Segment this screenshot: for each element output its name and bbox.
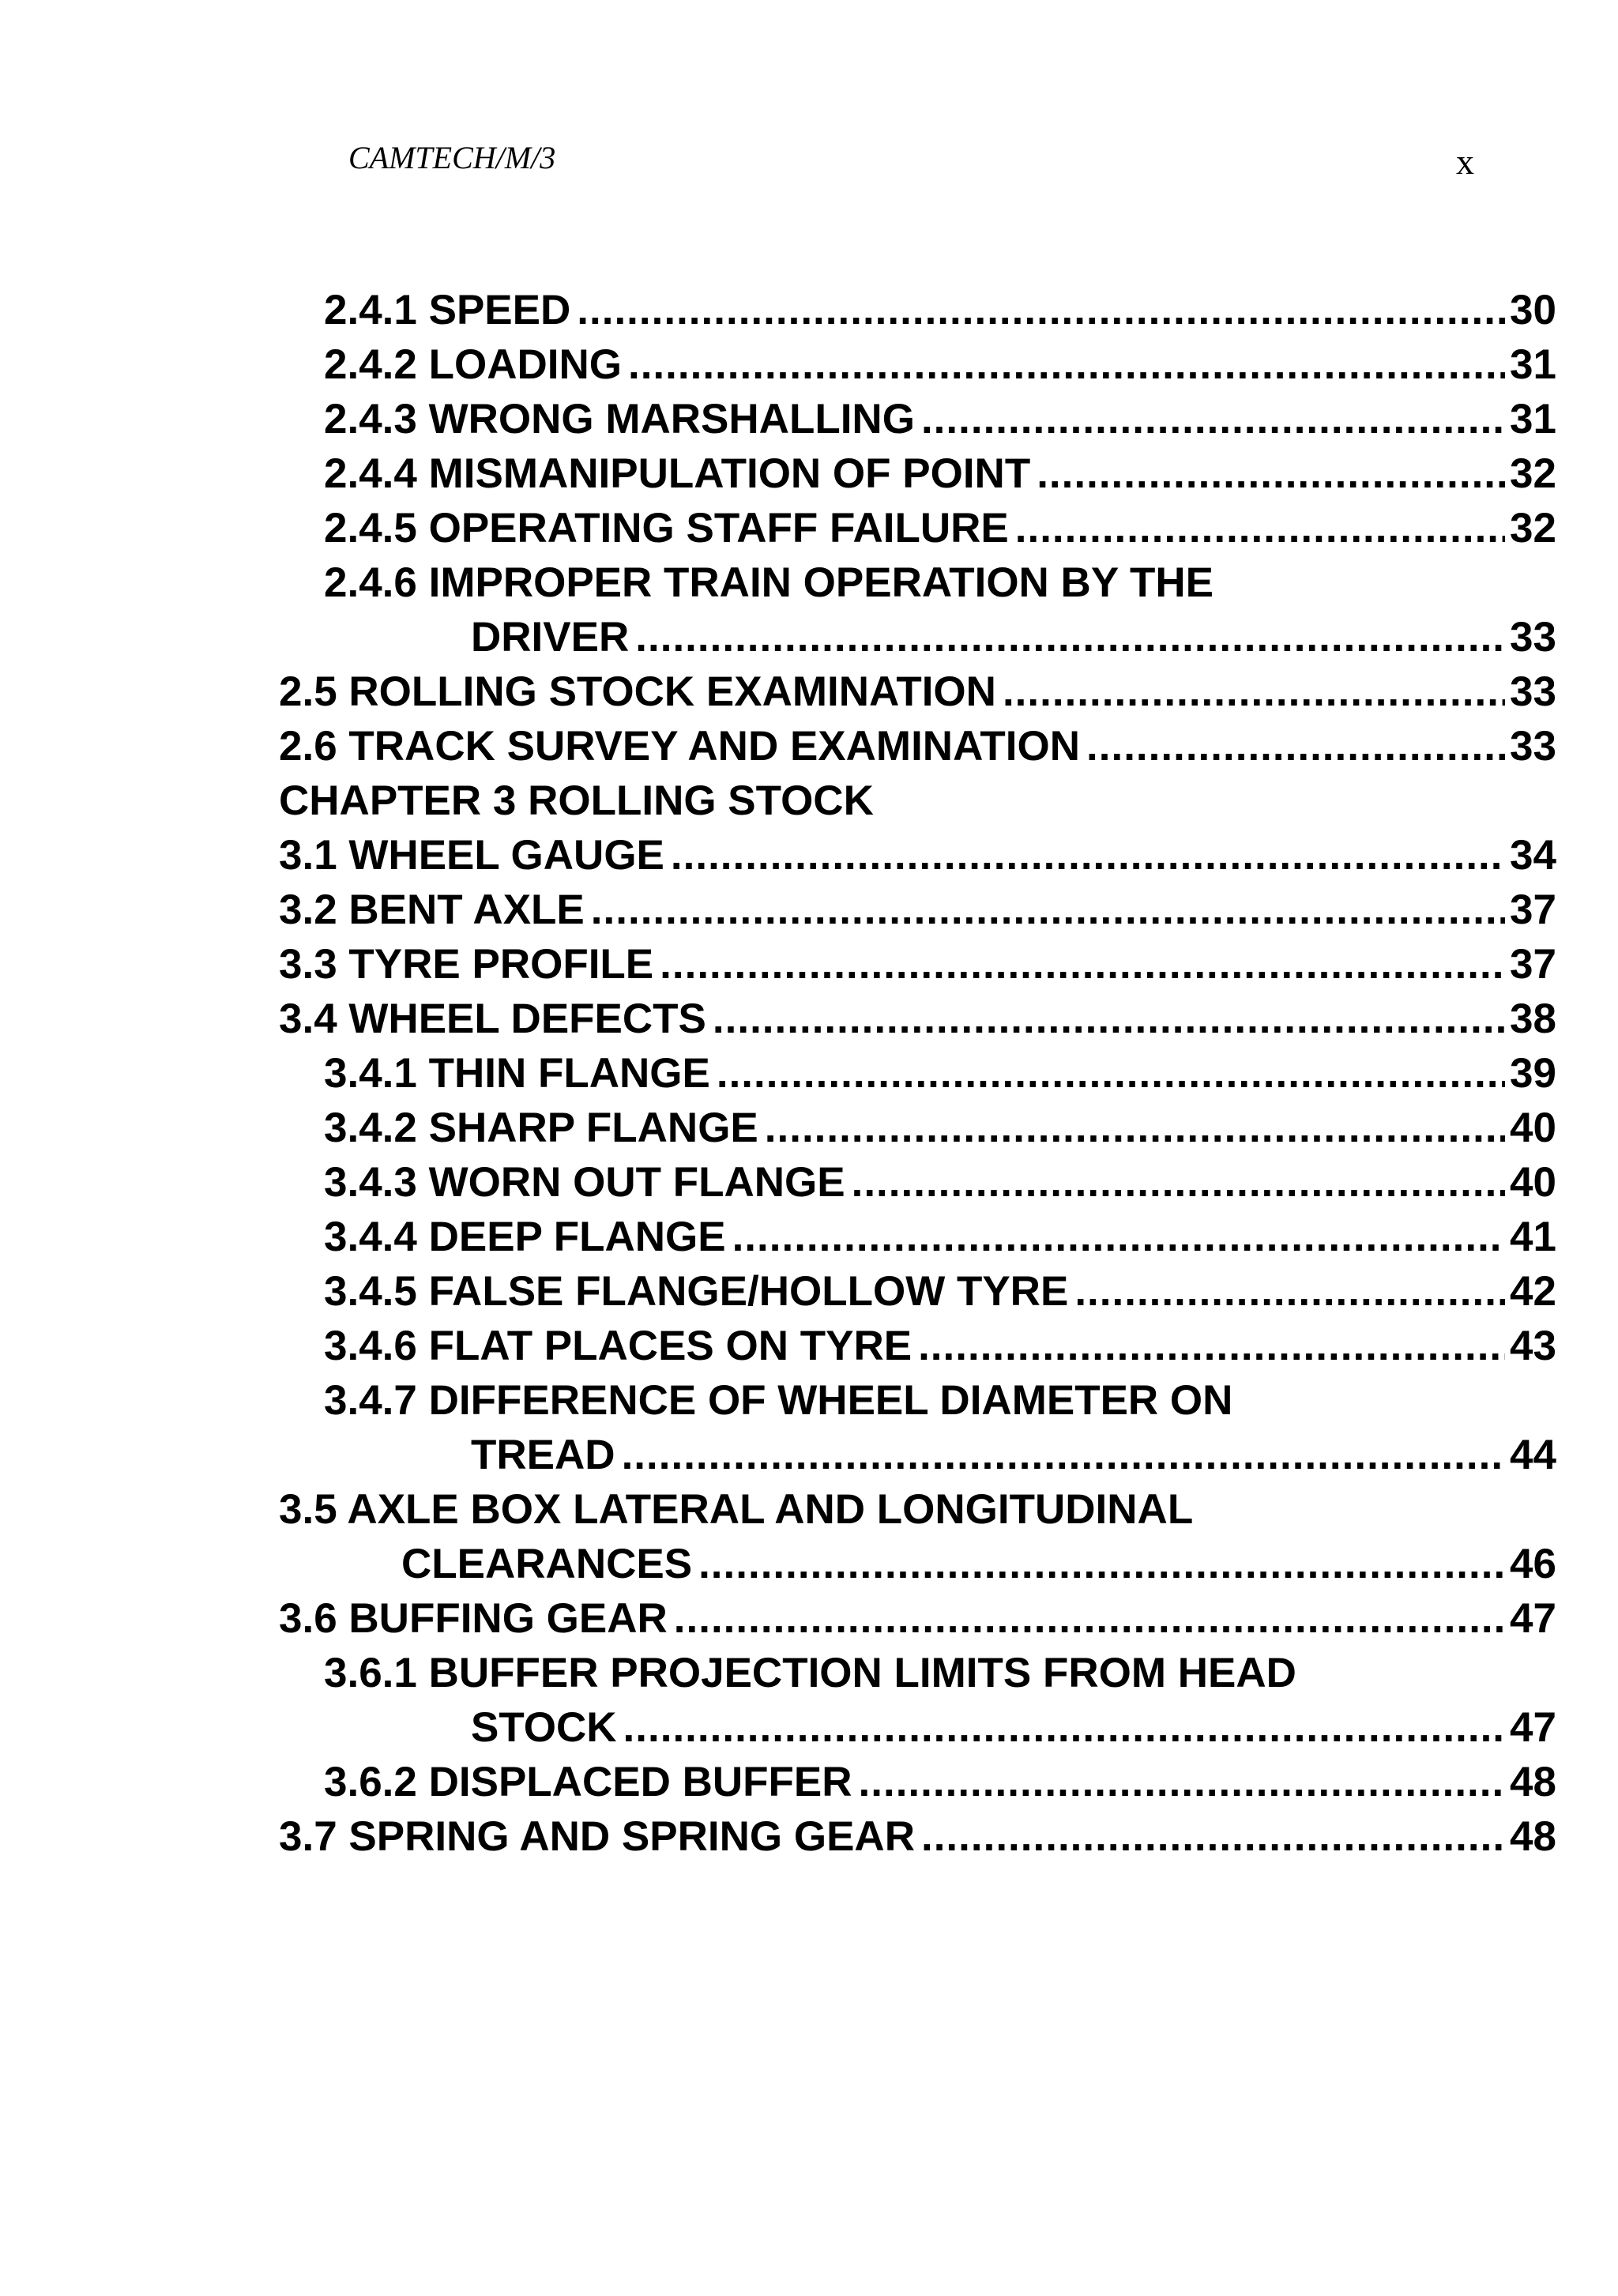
dot-leader	[628, 337, 1505, 392]
toc-entry-page: 31	[1510, 396, 1556, 442]
dot-leader	[577, 283, 1505, 337]
toc-entry-page: 39	[1510, 1050, 1556, 1097]
toc-entry[interactable]	[324, 392, 1556, 446]
toc-entry[interactable]	[279, 937, 1556, 992]
dot-leader	[1015, 501, 1505, 555]
dot-leader	[698, 1537, 1505, 1591]
toc-entry-title: TREAD	[471, 1432, 615, 1478]
toc-entry-title: 3.7 SPRING AND SPRING GEAR	[279, 1813, 915, 1860]
toc-chapter-heading[interactable]	[279, 773, 1556, 828]
toc-entry-page: 42	[1510, 1268, 1556, 1315]
dot-leader	[671, 828, 1505, 883]
toc-entry-title: 2.6 TRACK SURVEY AND EXAMINATION	[279, 723, 1081, 770]
toc-entry[interactable]	[324, 1755, 1556, 1809]
toc-entry-title: 3.6 BUFFING GEAR	[279, 1595, 668, 1642]
toc-entry[interactable]	[324, 337, 1556, 392]
dot-leader	[859, 1755, 1506, 1809]
toc-entry-page: 32	[1510, 450, 1556, 497]
toc-entry-title: 3.1 WHEEL GAUGE	[279, 832, 664, 879]
toc-entry-heading-line[interactable]	[324, 555, 1556, 610]
toc-entry[interactable]	[279, 1809, 1556, 1864]
document-code: CAMTECH/M/3	[348, 140, 556, 175]
toc-entry[interactable]	[324, 1155, 1556, 1210]
toc-entry-title: 2.4.6 IMPROPER TRAIN OPERATION BY THE	[324, 559, 1214, 606]
toc-entry[interactable]	[401, 1537, 1556, 1591]
dot-leader	[591, 883, 1505, 937]
toc-entry[interactable]	[279, 883, 1556, 937]
toc-entry[interactable]	[324, 1264, 1556, 1319]
dot-leader	[674, 1591, 1505, 1646]
dot-leader	[921, 1809, 1505, 1864]
toc-entry-title: 2.5 ROLLING STOCK EXAMINATION	[279, 668, 996, 715]
toc-entry[interactable]	[471, 610, 1556, 664]
toc-entry-page: 44	[1510, 1432, 1556, 1478]
dot-leader	[1003, 664, 1505, 719]
toc-entry-page: 48	[1510, 1759, 1556, 1805]
toc-entry[interactable]	[471, 1428, 1556, 1482]
toc-entry[interactable]	[279, 1591, 1556, 1646]
toc-entry-page: 31	[1510, 341, 1556, 388]
toc-entry-page: 46	[1510, 1541, 1556, 1587]
dot-leader	[717, 1046, 1505, 1101]
toc-entry-page: 47	[1510, 1595, 1556, 1642]
toc-entry-page: 40	[1510, 1105, 1556, 1151]
toc-entry[interactable]	[324, 1319, 1556, 1373]
toc-entry-title: 3.6.1 BUFFER PROJECTION LIMITS FROM HEAD	[324, 1650, 1296, 1696]
toc-entry-title: 2.4.4 MISMANIPULATION OF POINT	[324, 450, 1031, 497]
dot-leader	[660, 937, 1505, 992]
toc-entry-page: 38	[1510, 996, 1556, 1042]
toc-entry[interactable]	[279, 992, 1556, 1046]
toc-entry-title: 2.4.5 OPERATING STAFF FAILURE	[324, 505, 1009, 551]
toc-entry-title: 3.4.7 DIFFERENCE OF WHEEL DIAMETER ON	[324, 1377, 1233, 1424]
toc-entry[interactable]	[324, 501, 1556, 555]
dot-leader	[1074, 1264, 1505, 1319]
toc-entry[interactable]	[279, 664, 1556, 719]
toc-entry-title: 3.4.4 DEEP FLANGE	[324, 1214, 726, 1260]
toc-entry-page: 37	[1510, 941, 1556, 988]
toc-entry[interactable]	[471, 1700, 1556, 1755]
toc-entry-page: 41	[1510, 1214, 1556, 1260]
dot-leader	[1037, 446, 1505, 501]
toc-entry-title: STOCK	[471, 1704, 617, 1751]
toc-entry-title: 3.3 TYRE PROFILE	[279, 941, 654, 988]
toc-entry-page: 40	[1510, 1159, 1556, 1206]
toc-entry-page: 30	[1510, 287, 1556, 333]
toc-entry-title: 2.4.2 LOADING	[324, 341, 622, 388]
toc-entry-title: DRIVER	[471, 614, 630, 661]
toc-entry-page: 37	[1510, 886, 1556, 933]
dot-leader	[622, 1428, 1505, 1482]
toc-entry[interactable]	[324, 1101, 1556, 1155]
toc-entry-title: 3.4.3 WORN OUT FLANGE	[324, 1159, 845, 1206]
toc-entry-page: 34	[1510, 832, 1556, 879]
toc-entry[interactable]	[279, 719, 1556, 773]
dot-leader	[852, 1155, 1505, 1210]
toc-entry-title: 3.4.1 THIN FLANGE	[324, 1050, 710, 1097]
toc-entry-page: 33	[1510, 668, 1556, 715]
dot-leader	[765, 1101, 1505, 1155]
toc-entry-heading-line[interactable]	[324, 1646, 1556, 1700]
toc-entry-title: 3.4.2 SHARP FLANGE	[324, 1105, 758, 1151]
toc-entry-title: 2.4.3 WRONG MARSHALLING	[324, 396, 915, 442]
dot-leader	[635, 610, 1505, 664]
toc-entry-title: 3.6.2 DISPLACED BUFFER	[324, 1759, 852, 1805]
toc-entry-title: CHAPTER 3 ROLLING STOCK	[279, 777, 874, 824]
toc-entry-title: 3.4 WHEEL DEFECTS	[279, 996, 706, 1042]
toc-entry-title: 3.5 AXLE BOX LATERAL AND LONGITUDINAL	[279, 1486, 1194, 1533]
toc-entry-page: 47	[1510, 1704, 1556, 1751]
toc-entry[interactable]	[324, 446, 1556, 501]
toc-entry-heading-line[interactable]	[279, 1482, 1556, 1537]
toc-entry[interactable]	[324, 1210, 1556, 1264]
toc-entry-page: 33	[1510, 723, 1556, 770]
dot-leader	[713, 992, 1505, 1046]
toc-entry-page: 32	[1510, 505, 1556, 551]
page-number: x	[1456, 141, 1474, 182]
dot-leader	[623, 1700, 1506, 1755]
dot-leader	[921, 392, 1505, 446]
toc-entry-title: 3.2 BENT AXLE	[279, 886, 585, 933]
toc-entry-page: 33	[1510, 614, 1556, 661]
toc-entry[interactable]	[279, 828, 1556, 883]
toc-entry[interactable]	[324, 1046, 1556, 1101]
toc-entry-page: 48	[1510, 1813, 1556, 1860]
dot-leader	[732, 1210, 1505, 1264]
dot-leader	[1086, 719, 1505, 773]
toc-entry-page: 43	[1510, 1323, 1556, 1369]
toc-entry-title: CLEARANCES	[401, 1541, 693, 1587]
toc-entry-title: 3.4.5 FALSE FLANGE/HOLLOW TYRE	[324, 1268, 1069, 1315]
toc-entry-title: 2.4.1 SPEED	[324, 287, 571, 333]
toc-entry-heading-line[interactable]	[324, 1373, 1556, 1428]
dot-leader	[918, 1319, 1505, 1373]
toc-entry[interactable]	[324, 283, 1556, 337]
toc-entry-title: 3.4.6 FLAT PLACES ON TYRE	[324, 1323, 912, 1369]
